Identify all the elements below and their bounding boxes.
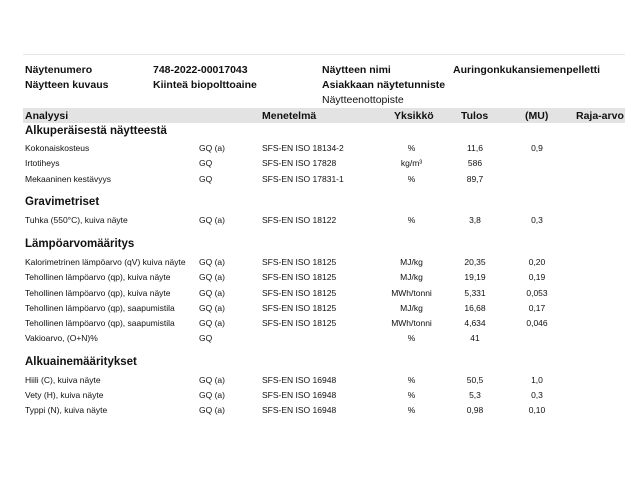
row-method: SFS-EN ISO 16948 xyxy=(262,375,337,385)
row-result: 0,98 xyxy=(466,405,484,415)
row-method: SFS-EN ISO 18125 xyxy=(262,318,337,328)
row-result: 5,331 xyxy=(464,288,486,298)
row-quality: GQ xyxy=(199,333,213,343)
table-row xyxy=(0,405,640,419)
row-result: 41 xyxy=(470,333,480,343)
row-analysis: Typpi (N), kuiva näyte xyxy=(25,405,108,415)
sample-name-value: Auringonkukansiemenpelletti xyxy=(453,64,601,76)
table-row xyxy=(0,272,640,286)
row-analysis: Tehollinen lämpöarvo (qp), kuiva näyte xyxy=(25,272,171,282)
section-title: Alkuperäisestä näytteestä xyxy=(25,125,167,137)
col-method: Menetelmä xyxy=(262,110,317,122)
row-quality: GQ (a) xyxy=(199,143,225,153)
row-quality: GQ xyxy=(199,174,213,184)
row-result: 5,3 xyxy=(469,390,481,400)
row-result: 3,8 xyxy=(469,215,481,225)
row-analysis: Mekaaninen kestävyys xyxy=(25,174,111,184)
row-method: SFS-EN ISO 17831-1 xyxy=(262,174,344,184)
row-mu: 0,10 xyxy=(528,405,546,415)
row-mu: 0,9 xyxy=(531,143,543,153)
row-analysis: Tehollinen lämpöarvo (qp), saapumistila xyxy=(25,303,175,313)
row-analysis: Kokonaiskosteus xyxy=(25,143,90,153)
row-mu: 0,20 xyxy=(528,257,546,267)
row-result: 16,68 xyxy=(464,303,486,313)
table-row xyxy=(0,318,640,332)
row-analysis: Vakioarvo, (O+N)% xyxy=(25,333,98,343)
row-method: SFS-EN ISO 18125 xyxy=(262,257,337,267)
row-quality: GQ (a) xyxy=(199,375,225,385)
table-row xyxy=(0,375,640,389)
row-result: 586 xyxy=(467,158,483,168)
sample-desc-value: Kiinteä biopolttoaine xyxy=(153,79,257,91)
section-title: Alkuainemääritykset xyxy=(25,356,137,368)
row-unit: MJ/kg xyxy=(400,272,423,282)
row-result: 11,6 xyxy=(467,143,483,153)
row-unit: MJ/kg xyxy=(400,303,423,313)
row-mu: 0,053 xyxy=(526,288,548,298)
row-analysis: Kalorimetrinen lämpöarvo (qV) kuiva näyte xyxy=(25,257,186,267)
row-unit: MWh/tonni xyxy=(391,288,432,298)
table-row xyxy=(0,303,640,317)
row-method: SFS-EN ISO 16948 xyxy=(262,390,337,400)
row-method: SFS-EN ISO 17828 xyxy=(262,158,337,168)
col-analysis: Analyysi xyxy=(25,110,69,122)
row-result: 20,35 xyxy=(464,257,486,267)
row-result: 50,5 xyxy=(466,375,484,385)
table-row xyxy=(0,288,640,302)
sample-name-label: Näytteen nimi xyxy=(322,64,391,76)
table-row xyxy=(0,158,640,172)
row-analysis: Hiili (C), kuiva näyte xyxy=(25,375,101,385)
row-mu: 0,046 xyxy=(526,318,548,328)
row-method: SFS-EN ISO 16948 xyxy=(262,405,337,415)
row-mu: 0,3 xyxy=(531,215,543,225)
row-analysis: Tehollinen lämpöarvo (qp), saapumistila xyxy=(25,318,175,328)
table-row xyxy=(0,215,640,229)
table-row xyxy=(0,174,640,188)
sample-desc-label: Näytteen kuvaus xyxy=(25,79,109,91)
row-unit: % xyxy=(407,174,416,184)
row-quality: GQ (a) xyxy=(199,303,225,313)
row-unit: kg/m³ xyxy=(400,158,423,168)
row-unit: % xyxy=(407,333,416,343)
row-quality: GQ (a) xyxy=(199,257,225,267)
col-mu: (MU) xyxy=(525,110,549,122)
row-unit: % xyxy=(407,143,416,153)
row-analysis: Vety (H), kuiva näyte xyxy=(25,390,104,400)
col-limit: Raja-arvo xyxy=(576,110,624,122)
row-unit: % xyxy=(407,390,416,400)
row-method: SFS-EN ISO 18125 xyxy=(262,288,337,298)
row-mu: 0,19 xyxy=(528,272,546,282)
table-row xyxy=(0,257,640,271)
sample-number-value: 748-2022-00017043 xyxy=(153,64,248,76)
row-method: SFS-EN ISO 18134-2 xyxy=(262,143,344,153)
row-unit: % xyxy=(407,405,416,415)
row-quality: GQ (a) xyxy=(199,318,225,328)
section-title: Lämpöarvomääritys xyxy=(25,238,135,250)
row-method: SFS-EN ISO 18125 xyxy=(262,272,337,282)
table-row xyxy=(0,390,640,404)
row-quality: GQ (a) xyxy=(199,272,225,282)
row-result: 19,19 xyxy=(464,272,486,282)
row-result: 89,7 xyxy=(466,174,484,184)
row-method: SFS-EN ISO 18125 xyxy=(262,303,337,313)
sample-number-label: Näytenumero xyxy=(25,64,93,76)
row-quality: GQ xyxy=(199,158,213,168)
row-unit: % xyxy=(407,375,416,385)
row-mu: 0,17 xyxy=(528,303,546,313)
row-mu: 1,0 xyxy=(531,375,543,385)
row-analysis: Tehollinen lämpöarvo (qp), kuiva näyte xyxy=(25,288,171,298)
table-row xyxy=(0,143,640,157)
col-result: Tulos xyxy=(461,110,489,122)
row-quality: GQ (a) xyxy=(199,390,225,400)
sampling-point-label: Näytteenottopiste xyxy=(322,94,404,106)
row-quality: GQ (a) xyxy=(199,405,225,415)
row-unit: MJ/kg xyxy=(400,257,423,267)
top-divider xyxy=(23,54,625,55)
row-result: 4,634 xyxy=(464,318,486,328)
section-title: Gravimetriset xyxy=(25,196,100,208)
row-unit: % xyxy=(407,215,416,225)
row-method: SFS-EN ISO 18122 xyxy=(262,215,337,225)
row-quality: GQ (a) xyxy=(199,215,225,225)
col-unit: Yksikkö xyxy=(394,110,434,122)
row-analysis: Irtotiheys xyxy=(25,158,60,168)
row-analysis: Tuhka (550°C), kuiva näyte xyxy=(25,215,128,225)
row-unit: MWh/tonni xyxy=(391,318,432,328)
table-row xyxy=(0,333,640,347)
row-mu: 0,3 xyxy=(531,390,543,400)
row-quality: GQ (a) xyxy=(199,288,225,298)
customer-id-label: Asiakkaan näytetunniste xyxy=(322,79,446,91)
